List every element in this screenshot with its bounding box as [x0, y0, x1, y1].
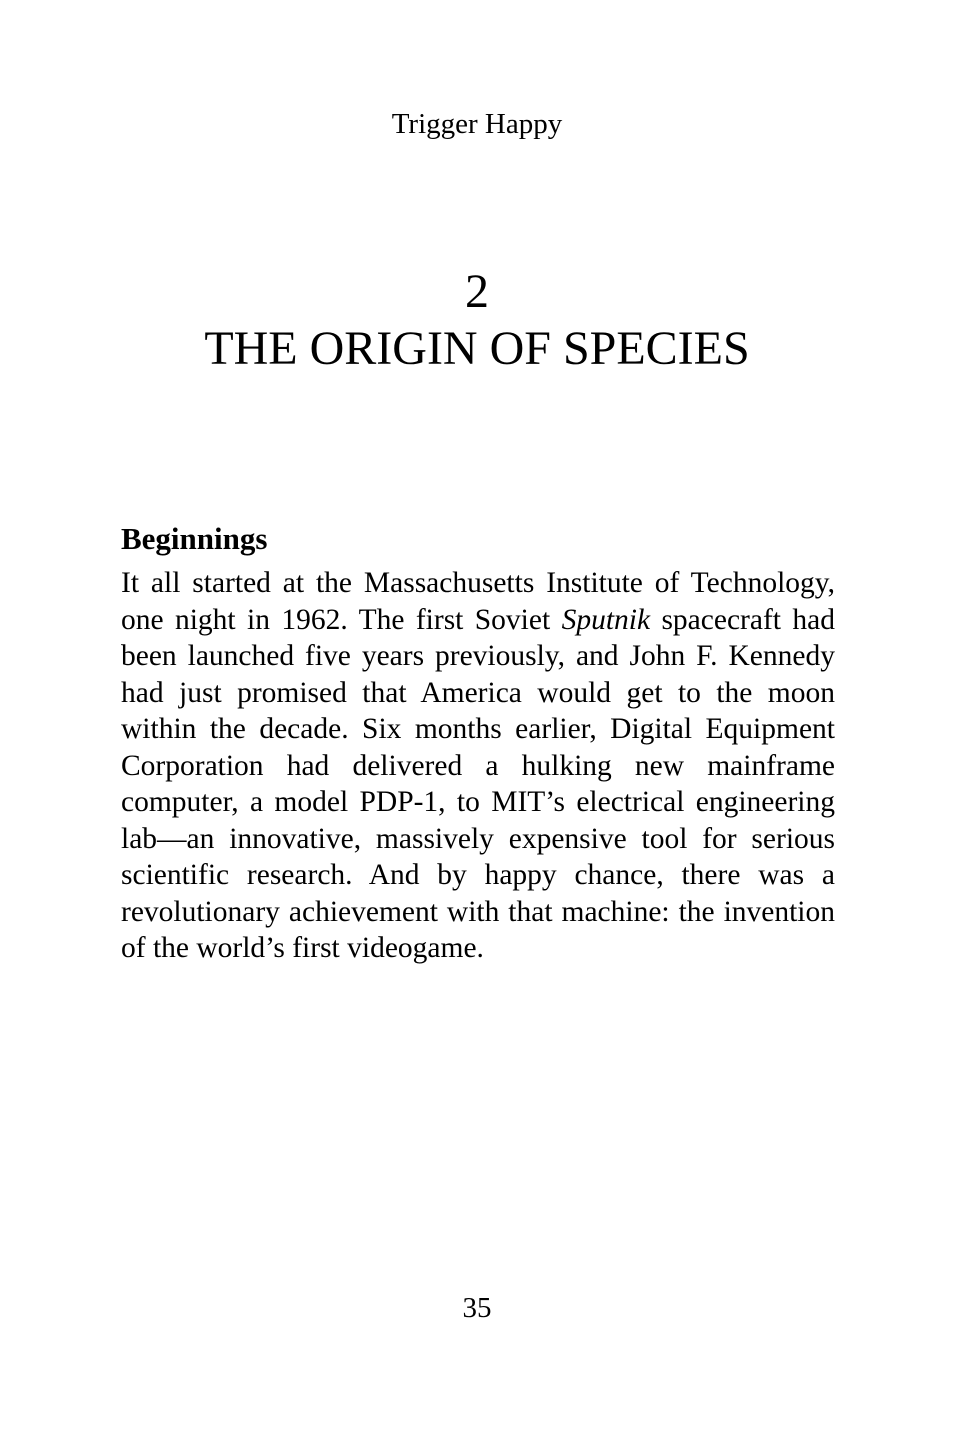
body-text-italic-title: Sputnik	[561, 603, 651, 636]
running-header: Trigger Happy	[391, 108, 563, 140]
section-heading: Beginnings	[121, 521, 268, 556]
body-text-part-1: It all started at the Massachusetts Institute of Technology, one night in 1962. The first Soviet	[121, 567, 835, 636]
page-number: 35	[462, 1292, 492, 1324]
chapter-title: THE ORIGIN OF SPECIES	[204, 322, 750, 375]
body-paragraph	[121, 565, 835, 967]
chapter-number: 2	[465, 265, 489, 318]
body-text-part-2: spacecraft had been launched five years previously, and John F. Kennedy had just promised that America would get to the moon within the decade. Six months earlier, Digital Equipment Corporation had delivered a hulking new mainframe computer, a model PDP-1, to MIT’s electrical engineering lab—an innovative, massively expensive tool for serious scientific research. And by happy chance, there was a revolutionary achievement with that machine: the invention of the world’s first videogame.	[121, 603, 835, 964]
